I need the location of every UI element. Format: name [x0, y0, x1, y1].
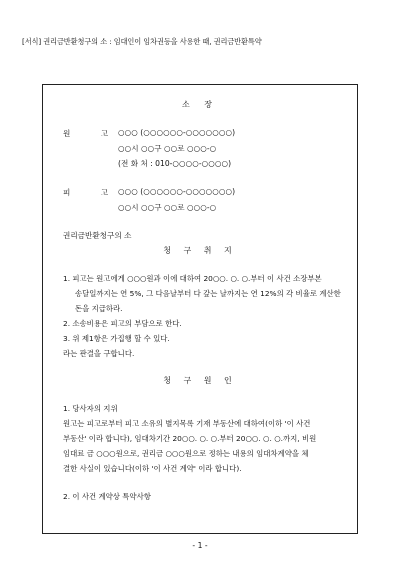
document-title: 소 장 — [182, 100, 218, 109]
claim-cause-body-line: 원고는 피고로부터 피고 소유의 별지목록 기재 부동산에 대하여(이하 '이 사건 — [63, 419, 311, 428]
claim-purpose-line: 1. 피고는 원고에게 ○○○원과 이에 대하여 20○○. ○. ○.부터 이 사건 소장부본 — [63, 274, 322, 283]
claim-cause-body-line: 임대료 금 ○○○원으로, 권리금 ○○○원으로 정하는 내용의 임대차계약을 체 — [63, 449, 309, 458]
page-number: - 1 - — [192, 541, 208, 550]
plaintiff-label: 원 고 — [63, 129, 123, 138]
document-header: [서식] 권리금반환청구의 소 : 임대인이 임차권등을 사용한 때, 권리금반환특약 — [22, 37, 262, 46]
claim-purpose-title: 청 구 취 지 — [163, 246, 237, 255]
defendant-label: 피 고 — [63, 188, 123, 197]
claim-cause-title: 청 구 원 인 — [163, 376, 237, 385]
claim-cause-subheading: 1. 당사자의 지위 — [63, 404, 118, 413]
plaintiff-name: ○○○ (○○○○○○-○○○○○○○) — [118, 128, 236, 137]
defendant-name: ○○○ (○○○○○○-○○○○○○○) — [118, 187, 236, 196]
claim-purpose-line: 2. 소송비용은 피고의 부담으로 한다. — [63, 319, 182, 328]
plaintiff-phone: (전 화 처 : 010-○○○○-○○○○) — [118, 159, 232, 168]
claim-purpose-line: 송달일까지는 연 5%, 그 다음날부터 다 갚는 날까지는 연 12%의 각 비율로 계산한 — [75, 289, 341, 298]
defendant-address: ○○시 ○○구 ○○로 ○○○-○ — [118, 203, 217, 212]
claim-purpose-line: 돈을 지급하라. — [75, 304, 123, 313]
claim-purpose-line: 라는 판결을 구합니다. — [63, 349, 135, 358]
plaintiff-address: ○○시 ○○구 ○○로 ○○○-○ — [118, 144, 217, 153]
claim-cause-body-line: 부동산' 이라 합니다), 임대차기간 20○○. ○. ○.부터 20○○. ○. ○.까지, 비원 — [63, 434, 317, 443]
claim-purpose-line: 3. 위 제1항은 가집행 할 수 있다. — [63, 334, 170, 343]
case-name: 권리금반환청구의 소 — [63, 231, 132, 240]
claim-cause-subheading: 2. 이 사건 계약상 특약사항 — [63, 492, 151, 501]
claim-cause-body-line: 결한 사실이 있습니다(이하 '이 사건 계약' 이라 합니다). — [63, 464, 242, 473]
